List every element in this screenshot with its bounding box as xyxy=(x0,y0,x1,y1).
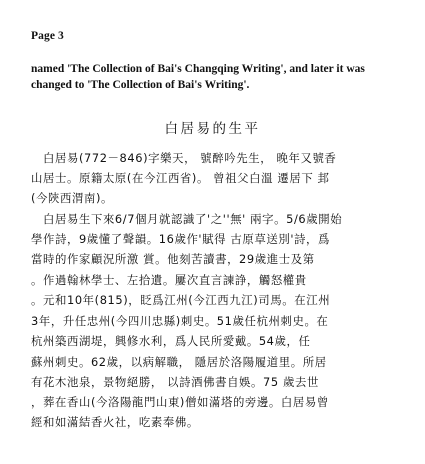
body-text-line: 白居易(772－846)字樂天， 號醉吟先生， 晚年又號香 xyxy=(31,151,337,165)
english-text-line: named 'The Collection of Bai's Changqing Writing', and later it was xyxy=(31,63,365,75)
section-heading: 白居易的生平 xyxy=(164,121,261,137)
body-text-line: 蘇州刺史。62歲，以病解職， 隱居於洛陽履道里。所居 xyxy=(31,355,327,369)
body-text-line: 杭州築西湖堤，興修水利，爲人民所愛戴。54歲，任 xyxy=(31,334,311,348)
page-number: Page 3 xyxy=(31,30,64,42)
body-text-line: 當時的作家顧況所激 賞。他刻苦讀書，29歲進士及第 xyxy=(31,252,315,266)
body-text-line: ，葬在香山(今洛陽龍門山東)僧如滿塔的旁邊。白居易曾 xyxy=(31,395,329,409)
english-text-line: changed to 'The Collection of Bai's Writing'. xyxy=(31,79,250,91)
body-text-line: 白居易生下來6/7個月就認識了'之''無' 兩字。5/6歲開始 xyxy=(31,212,343,226)
body-text-line: 。元和10年(815)，眨爲江州(今江西九江)司馬。在江州 xyxy=(31,293,331,307)
body-text-line: 有花木池泉，景物絕勝， 以詩酒佛書自娛。75 歲去世 xyxy=(31,375,319,389)
body-text-line: 經和如滿結香火社，吃素奉佛。 xyxy=(31,415,199,429)
body-text-line: (今陝西渭南)。 xyxy=(31,191,114,205)
body-text-line: 學作詩，9歲懂了聲韻。16歲作'賦得 古原草送別'詩，爲 xyxy=(31,232,331,246)
body-text-line: 3年，升任忠州(今四川忠縣)刺史。51歲任杭州刺史。在 xyxy=(31,314,329,328)
body-text-line: 山居士。原籍太原(在今江西省)。 曾祖父白溫 遷居下 邽 xyxy=(31,171,330,185)
body-text-line: 。作過翰林學士、左拾遺。屢次直言諫諍，觸怒權貴 xyxy=(31,273,307,287)
